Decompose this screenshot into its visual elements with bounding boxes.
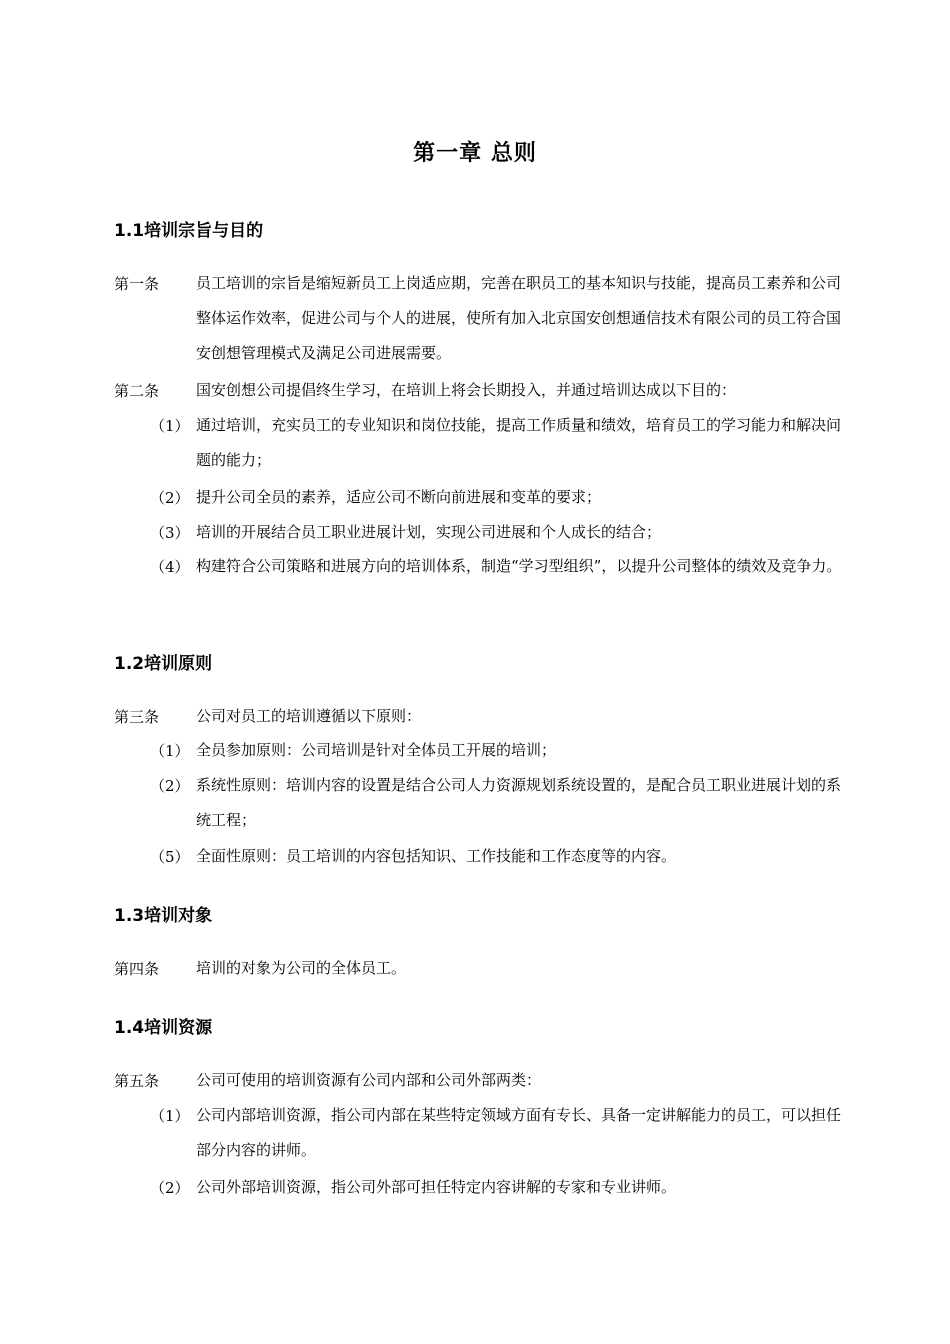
- item-label-2-4: （4）: [150, 558, 190, 576]
- section-heading-1-4: 1.4培训资源: [114, 1018, 213, 1038]
- article-text-2: 国安创想公司提倡终生学习，在培训上将会长期投入，并通过培训达成以下目的：: [196, 381, 737, 399]
- article-text-3: 公司对员工的培训遵循以下原则：: [196, 707, 422, 725]
- item-text-2-3: 培训的开展结合员工职业进展计划，实现公司进展和个人成长的结合；: [196, 523, 662, 541]
- item-text-3-3: 全面性原则：员工培训的内容包括知识、工作技能和工作态度等的内容。: [196, 847, 677, 865]
- item-label-2-3: （3）: [150, 524, 190, 542]
- item-text-2-4: 构建符合公司策略和进展方向的培训体系，制造“学习型组织”，以提升公司整体的绩效及竞争力。: [196, 557, 842, 575]
- item-text-2-2: 提升公司全员的素养，适应公司不断向前进展和变革的要求；: [196, 488, 602, 506]
- item-text-3-1: 全员参加原则：公司培训是针对全体员工开展的培训；: [196, 741, 557, 759]
- article-text-5: 公司可使用的培训资源有公司内部和公司外部两类：: [196, 1071, 542, 1089]
- item-text-5-1: 公司内部培训资源，指公司内部在某些特定领域方面有专长、具备一定讲解能力的员工，可以担任部分内容的讲师。: [196, 1106, 842, 1159]
- item-label-3-3: （5）: [150, 848, 190, 866]
- item-label-3-1: （1）: [150, 742, 190, 760]
- article-label-5: 第五条: [114, 1072, 160, 1090]
- item-text-5-2: 公司外部培训资源，指公司外部可担任特定内容讲解的专家和专业讲师。: [196, 1178, 677, 1196]
- chapter-title: 第一章 总则: [413, 141, 537, 166]
- article-label-4: 第四条: [114, 960, 160, 978]
- article-text-1: 员工培训的宗旨是缩短新员工上岗适应期，完善在职员工的基本知识与技能，提高员工素养和公司整体运作效率，促进公司与个人的进展，使所有加入北京国安创想通信技术有限公司的员工符合国安创想管理模式及满足公司进展需要。: [196, 274, 842, 362]
- section-heading-1-1: 1.1培训宗旨与目的: [114, 221, 264, 241]
- item-label-5-1: （1）: [150, 1107, 190, 1125]
- item-label-5-2: （2）: [150, 1179, 190, 1197]
- section-heading-1-2: 1.2培训原则: [114, 654, 213, 674]
- item-text-2-1: 通过培训，充实员工的专业知识和岗位技能，提高工作质量和绩效，培育员工的学习能力和解决问题的能力；: [196, 416, 842, 469]
- article-label-2: 第二条: [114, 382, 160, 400]
- article-label-3: 第三条: [114, 708, 160, 726]
- item-label-2-1: （1）: [150, 417, 190, 435]
- item-label-2-2: （2）: [150, 489, 190, 507]
- item-text-3-2: 系统性原则：培训内容的设置是结合公司人力资源规划系统设置的，是配合员工职业进展计划的系统工程；: [196, 776, 842, 829]
- article-text-4: 培训的对象为公司的全体员工。: [196, 959, 407, 977]
- article-label-1: 第一条: [114, 275, 160, 293]
- item-label-3-2: （2）: [150, 777, 190, 795]
- section-heading-1-3: 1.3培训对象: [114, 906, 213, 926]
